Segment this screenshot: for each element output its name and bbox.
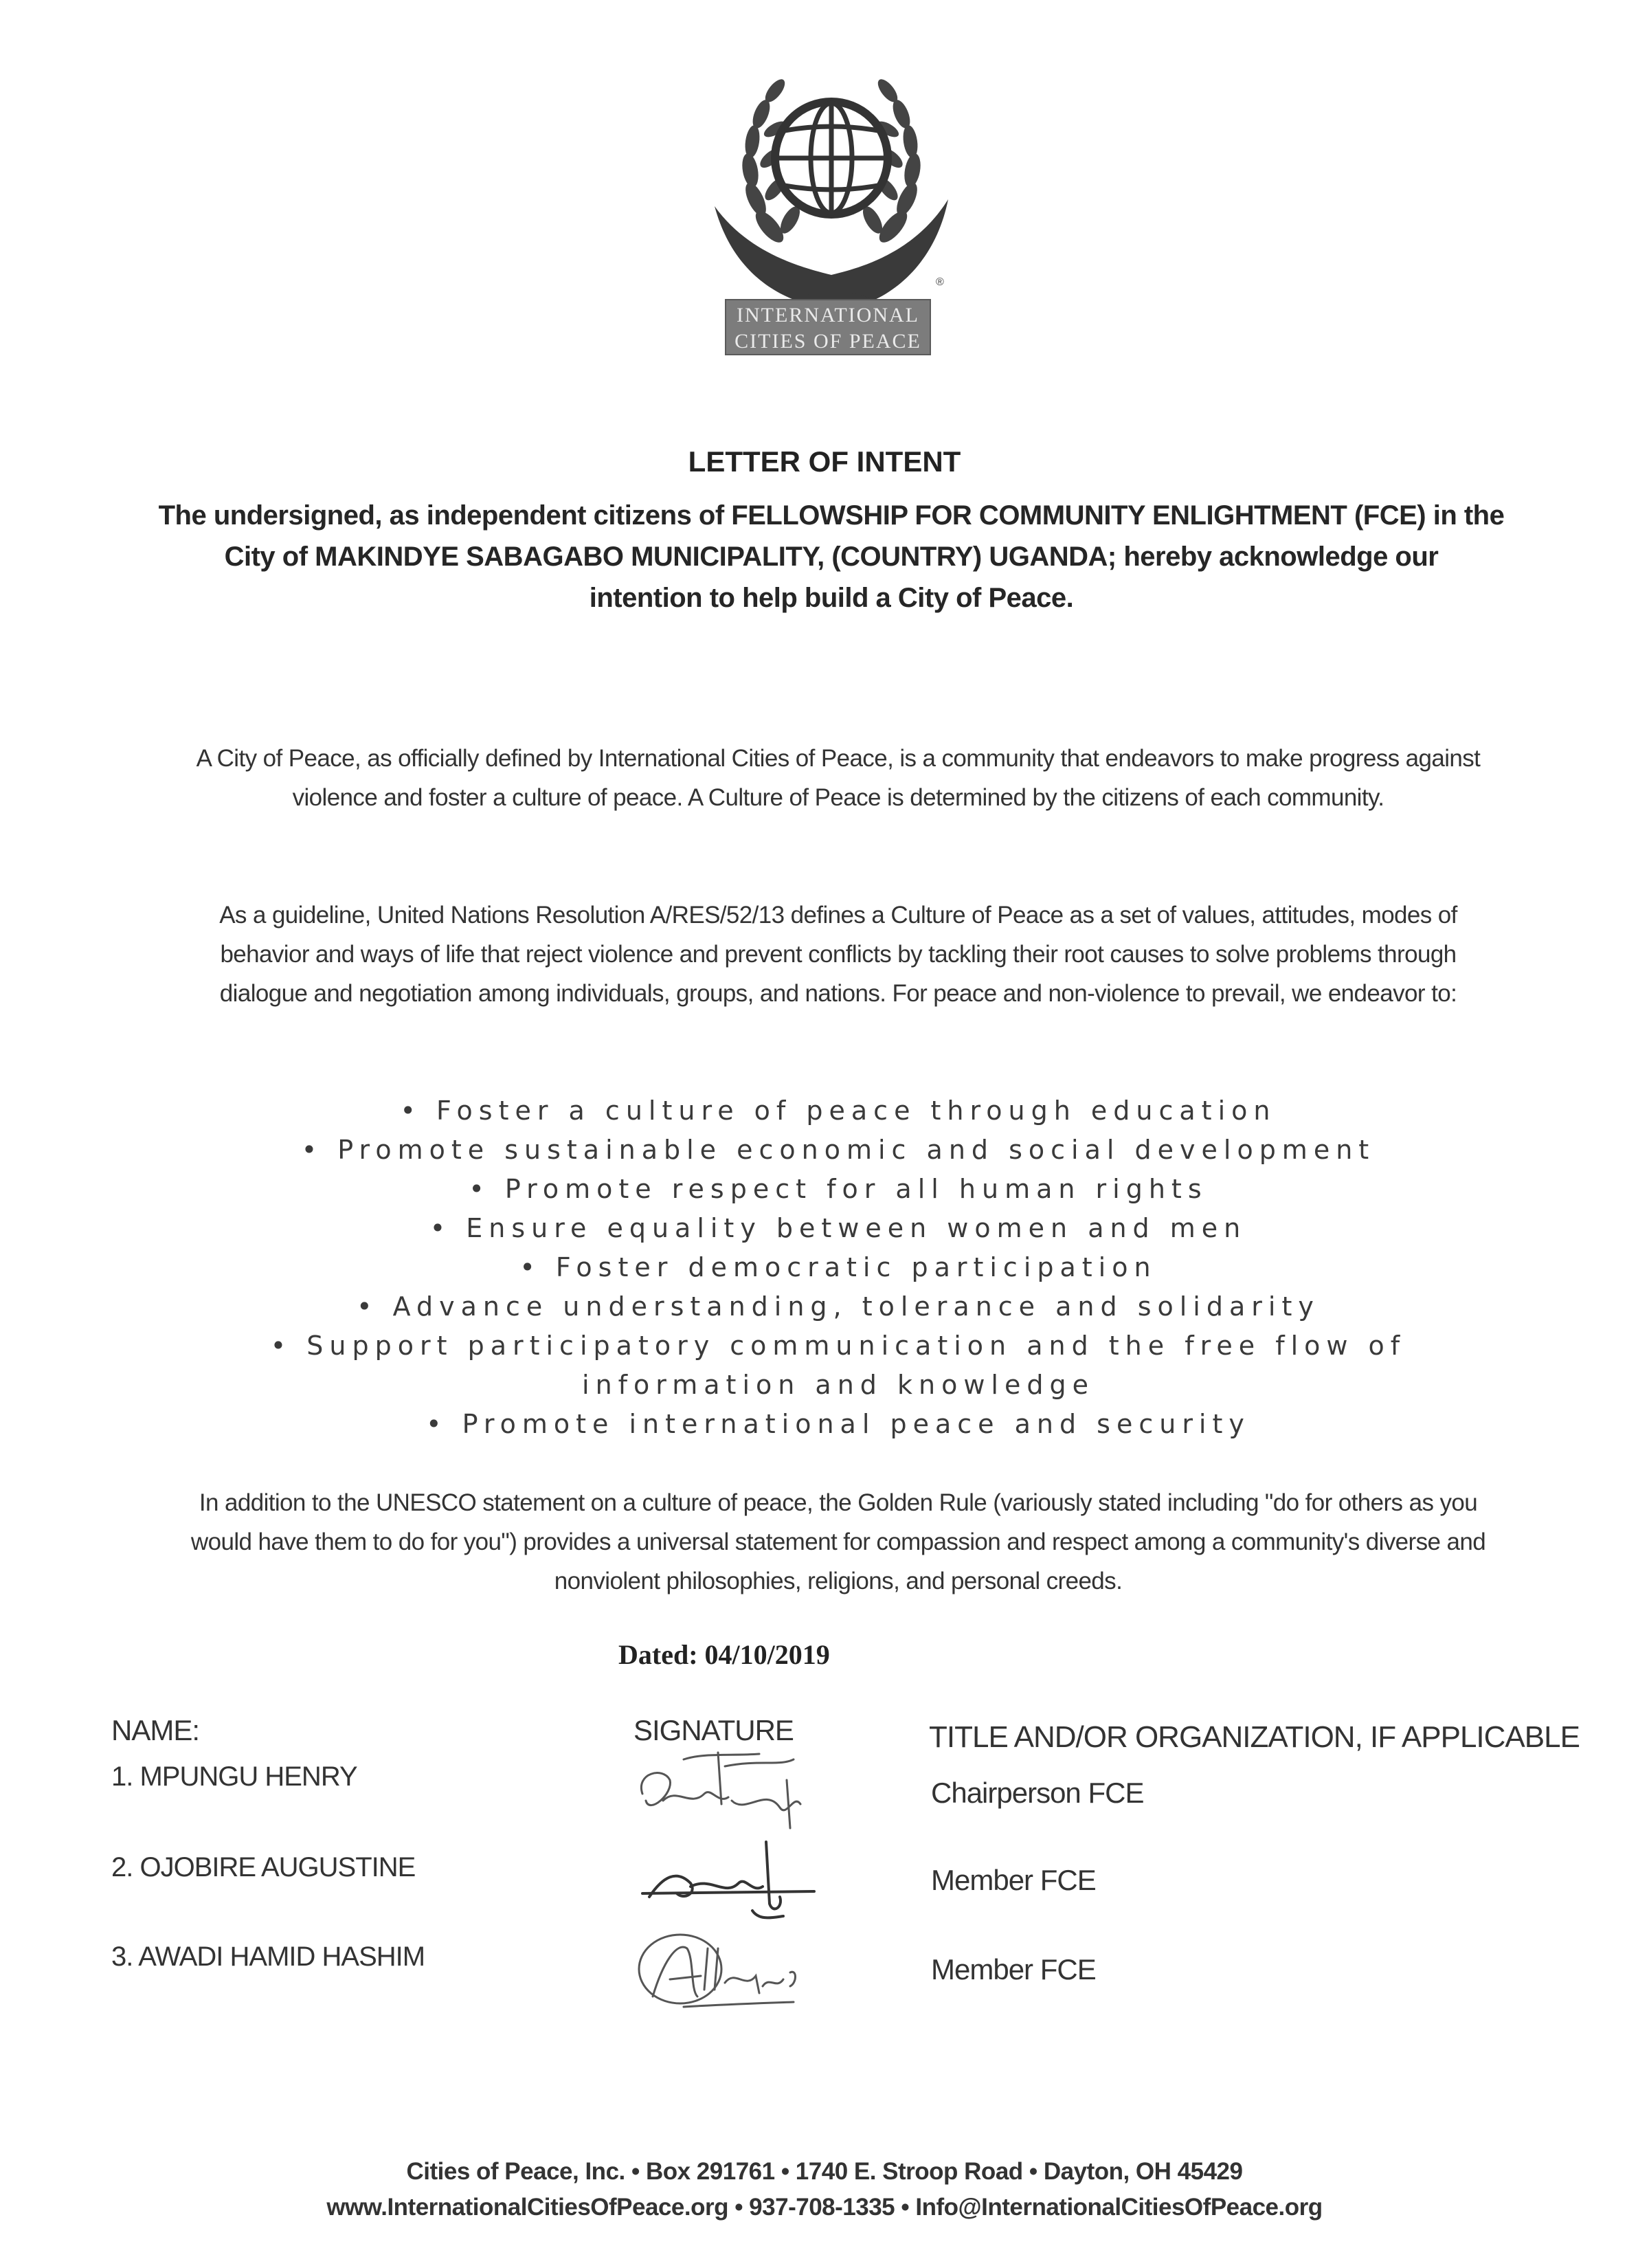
signatory-name: 3. AWADI HAMID HASHIM: [111, 1942, 425, 1972]
logo-wordmark-plate: [725, 299, 931, 355]
intro-line: The undersigned, as independent citizens of FELLOWSHIP FOR COMMUNITY ENLIGHTMENT (FCE) in the: [158, 500, 1505, 531]
title-column-header: TITLE AND/OR ORGANIZATION, IF APPLICABLE: [929, 1720, 1580, 1754]
definition-paragraph: A City of Peace, as officially defined by International Cities of Peace, is a community that endeavors to make progress against violence and foster a culture of peace. A Culture of Peace is determined by the citizens of each community.: [196, 745, 1481, 811]
list-item: • Promote respect for all human rights: [469, 1174, 1208, 1204]
un-resolution-paragraph: As a guideline, United Nations Resolution A/RES/52/13 defines a Culture of Peace as a set of values, attitudes, modes of behavior and ways of life that reject violence and prevent conflicts by tackling their root causes to solve problems through dialogue and negotiation among individuals, groups, and nations. For peace and non-violence to prevail, we endeavor to:: [219, 902, 1457, 1007]
list-item: • Promote sustainable economic and social development: [301, 1135, 1376, 1165]
name-column-header: NAME:: [111, 1714, 200, 1746]
list-item: • Promote international peace and security: [426, 1409, 1250, 1439]
registered-mark: ®: [936, 276, 944, 288]
signatory-name: 2. OJOBIRE AUGUSTINE: [111, 1852, 416, 1882]
date-line: Dated: 04/10/2019: [618, 1639, 830, 1670]
list-item: • Foster democratic participation: [519, 1252, 1157, 1282]
intro-line: City of MAKINDYE SABAGABO MUNICIPALITY, (COUNTRY) UGANDA; hereby acknowledge our: [224, 542, 1439, 572]
intro-line: intention to help build a City of Peace.: [589, 583, 1074, 613]
list-item: • Ensure equality between women and men: [429, 1213, 1247, 1243]
signatory-title: Member FCE: [931, 1953, 1096, 1986]
commitment-list: [206, 1091, 1470, 1444]
golden-rule-paragraph: In addition to the UNESCO statement on a culture of peace, the Golden Rule (variously stated including "do for others as you would have them to do for you") provides a universal statement for compassion and respect among a community's diverse and nonviolent philosophies, religions, and personal creeds.: [190, 1489, 1486, 1594]
document-title: LETTER OF INTENT: [688, 445, 961, 478]
logo-wordmark-line2: CITIES OF PEACE: [734, 330, 921, 353]
list-item: • Advance understanding, tolerance and solidarity: [357, 1291, 1320, 1322]
signature-column-header: SIGNATURE: [633, 1714, 794, 1746]
list-item: • Support participatory communication and the free flow of information and knowledge: [270, 1331, 1406, 1400]
signatory-title: Chairperson FCE: [931, 1777, 1144, 1809]
logo-wordmark-line1: INTERNATIONAL: [737, 304, 919, 326]
international-cities-of-peace-logo: [687, 48, 976, 364]
footer-address: Cities of Peace, Inc. • Box 291761 • 1740 E. Stroop Road • Dayton, OH 45429: [406, 2158, 1243, 2185]
signature-image-3: [622, 1921, 828, 2024]
intro-statement: [41, 495, 1622, 619]
signatory-name: 1. MPUNGU HENRY: [111, 1761, 357, 1792]
signatory-title: Member FCE: [931, 1864, 1096, 1896]
footer-contact: www.InternationalCitiesOfPeace.org • 937-708-1335 • Info@InternationalCitiesOfPeace.org: [326, 2194, 1323, 2221]
signature-image-2: [622, 1828, 828, 1931]
signature-image-1: [622, 1739, 828, 1842]
list-item: • Foster a culture of peace through education: [400, 1096, 1277, 1126]
